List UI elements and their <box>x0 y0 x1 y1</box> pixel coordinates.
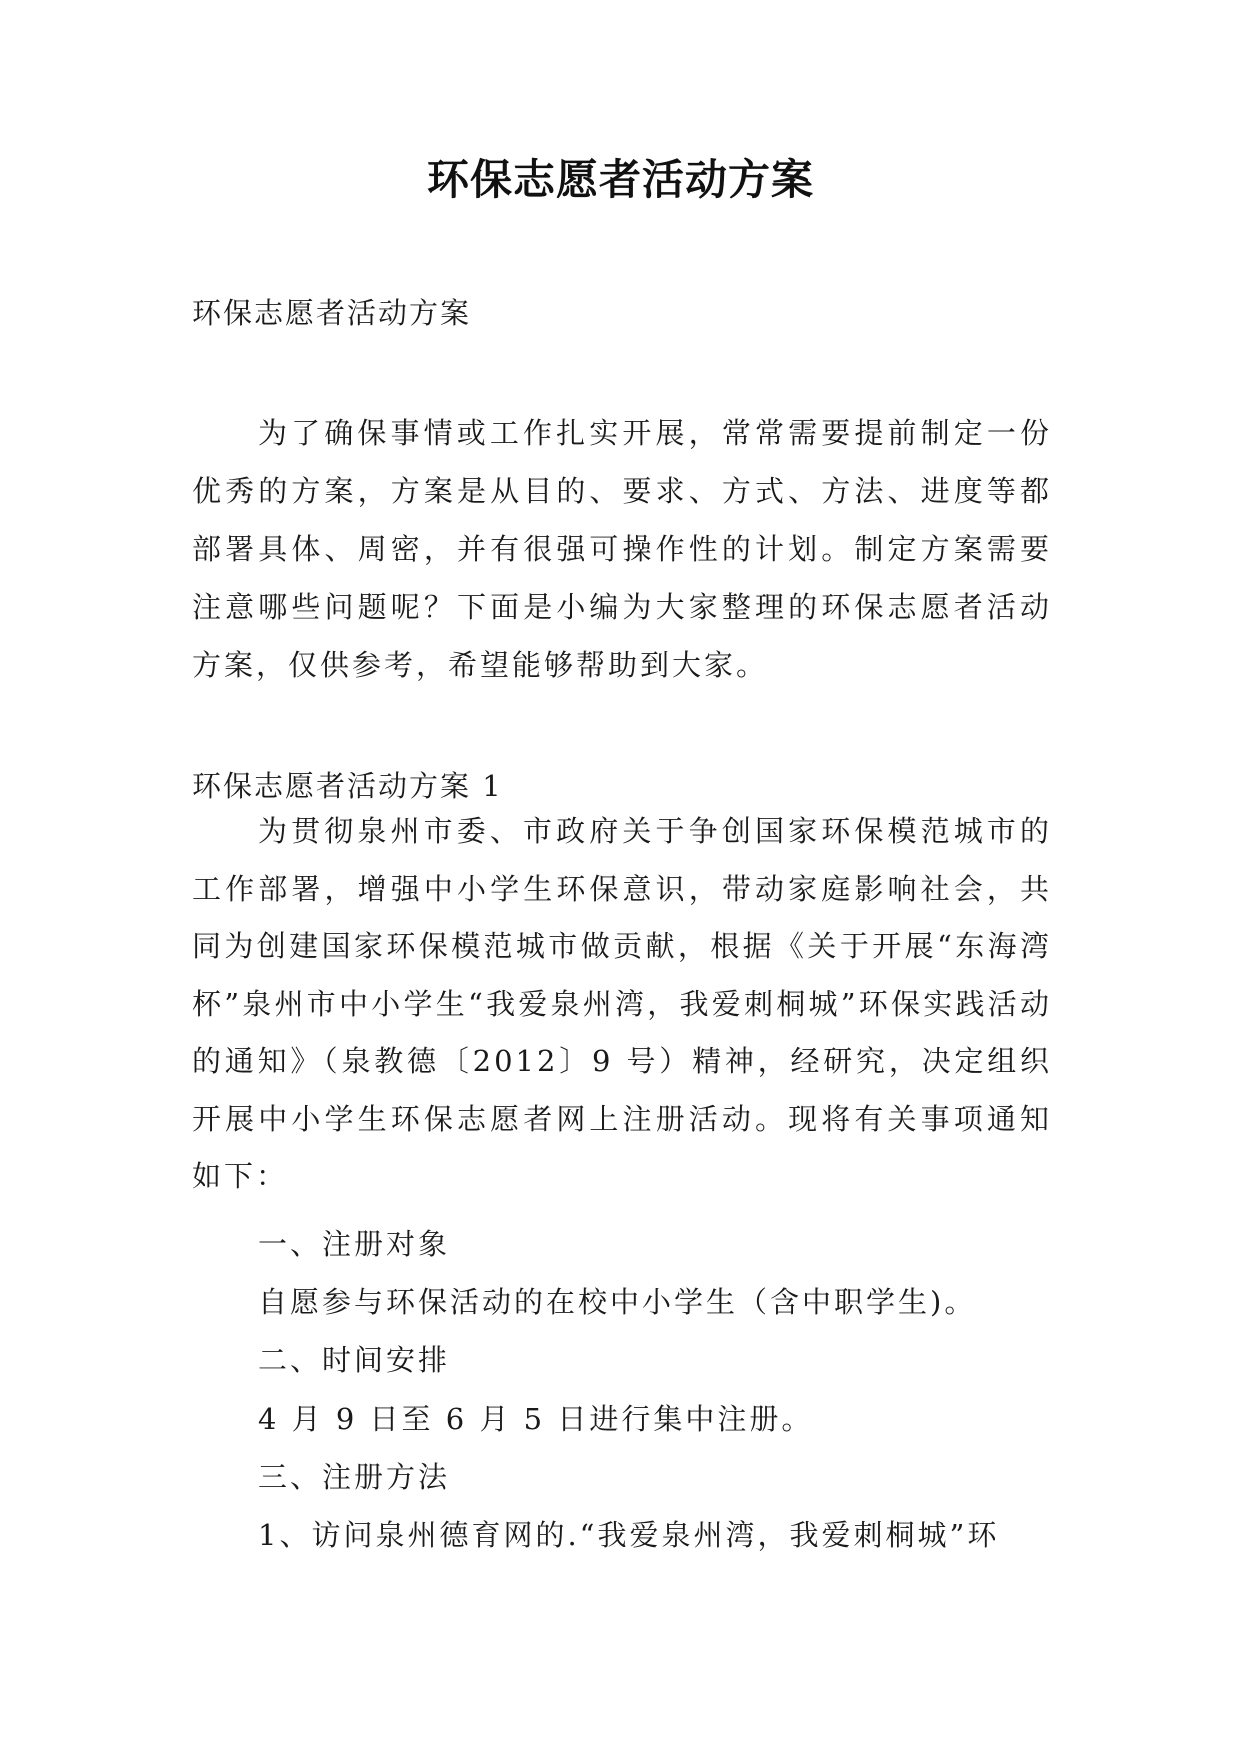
intro-paragraph: 为了确保事情或工作扎实开展，常常需要提前制定一份优秀的方案，方案是从目的、要求、方式、方法、进度等都部署具体、周密，并有很强可操作性的计划。制定方案需要注意哪些问题呢？下面是小编为大家整理的环保志愿者活动方案，仅供参考，希望能够帮助到大家。 <box>192 416 1052 682</box>
heading-registration-method: 三、注册方法 <box>258 1460 451 1494</box>
section-body-paragraph: 为贯彻泉州市委、市政府关于争创国家环保模范城市的工作部署，增强中小学生环保意识，带动家庭影响社会，共同为创建国家环保模范城市做贡献，根据《关于开展“东海湾杯”泉州市中小学生“我爱泉州湾，我爱刺桐城”环保实践活动的通知》（泉教德〔2012〕9 号）精神，经研究，决定组织开展中小学生环保志愿者网上注册活动。现将有关事项通知如下： <box>192 814 1052 1193</box>
document-title: 环保志愿者活动方案 <box>426 155 814 204</box>
schedule-text: 4 月 9 日至 6 月 5 日进行集中注册。 <box>258 1402 814 1436</box>
heading-schedule: 二、时间安排 <box>258 1343 451 1377</box>
document-subtitle: 环保志愿者活动方案 <box>192 296 472 330</box>
heading-registration-target: 一、注册对象 <box>258 1227 451 1261</box>
registration-method-step-1: 1、访问泉州德育网的.“我爱泉州湾，我爱刺桐城”环 <box>258 1518 1000 1552</box>
registration-target-text: 自愿参与环保活动的在校中小学生（含中职学生)。 <box>258 1285 977 1319</box>
section-heading: 环保志愿者活动方案 1 <box>192 769 503 803</box>
